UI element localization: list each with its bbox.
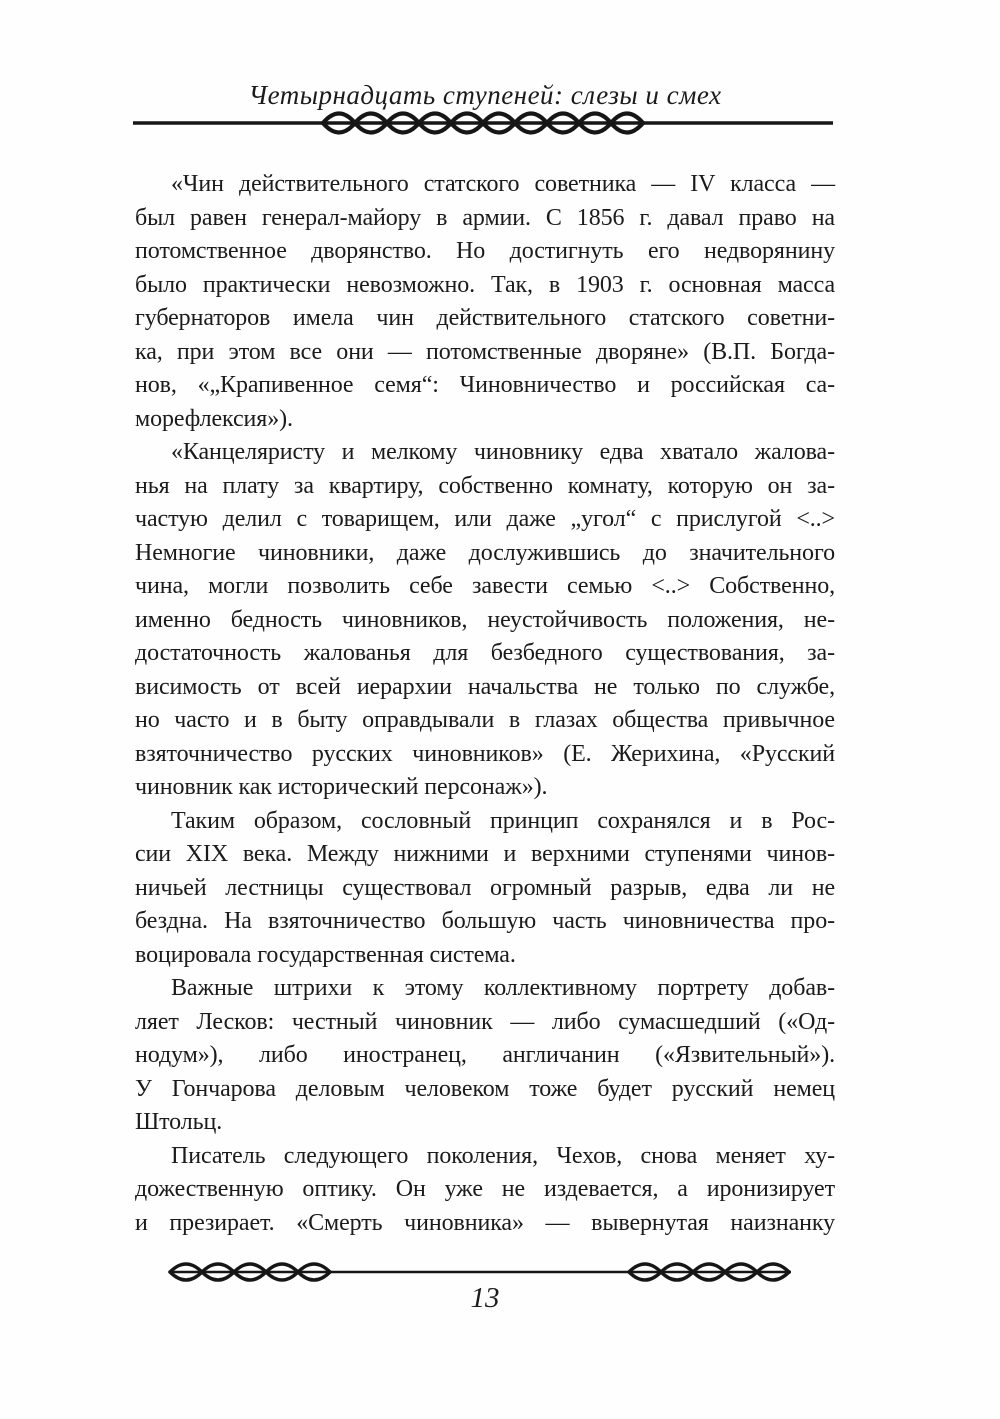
text-line: достаточность жалованья для безбедного существования, за- — [135, 640, 835, 666]
text-line: морефлексия»). — [135, 405, 293, 432]
text-line: и презирает. «Смерть чиновника» — вывернутая наизнанку — [135, 1209, 835, 1236]
text-line: дожественную оптику. Он уже не издевается, а иронизирует — [135, 1176, 835, 1202]
text-line: было практически невозможно. Так, в 1903 г. основная масса — [135, 271, 835, 298]
text-line: воцировала государственная система. — [135, 941, 516, 968]
text-line: У Гончарова деловым человеком тоже будет русский немец — [135, 1075, 835, 1102]
text-line: губернаторов имела чин действительного статского советни- — [135, 305, 835, 331]
text-line: Важные штрихи к этому коллективному портрету добав- — [171, 975, 835, 1001]
text-line: потомственное дворянство. Но достигнуть его недворянину — [135, 238, 835, 264]
top-ornament-rule — [133, 107, 833, 139]
text-line: сии XIX века. Между нижними и верхними ступенями чинов- — [135, 841, 835, 867]
text-line: «Канцеляристу и мелкому чиновнику едва хватало жалова- — [171, 439, 835, 465]
text-line: чина, могли позволить себе завести семью <..> Собственно, — [135, 573, 835, 599]
text-line: нов, «„Крапивенное семя“: Чиновничество и российская са- — [135, 372, 835, 398]
text-block — [135, 168, 835, 1240]
text-line: но часто и в быту оправдывали в глазах общества привычное — [135, 707, 835, 733]
text-line: чиновник как исторический персонаж»). — [135, 774, 548, 800]
text-line: Немногие чиновники, даже дослужившись до значительного — [135, 539, 835, 566]
text-line: именно бедность чиновников, неустойчивость положения, не- — [135, 606, 835, 633]
text-line: ляет Лесков: честный чиновник — либо сумасшедший («Од- — [135, 1008, 835, 1035]
text-line: висимость от всей иерархии начальства не только по службе, — [135, 673, 835, 700]
text-line: ничьей лестницы существовал огромный разрыв, едва ли не — [135, 874, 835, 901]
text-line: Писатель следующего поколения, Чехов, снова меняет ху- — [171, 1142, 835, 1169]
text-line: частую делил с товарищем, или даже „угол“ с прислугой <..> — [135, 506, 835, 532]
text-line: взяточничество русских чиновников» (Е. Жерихина, «Русский — [135, 740, 835, 767]
text-line: Таким образом, сословный принцип сохранялся и в Рос- — [171, 807, 835, 834]
text-line: «Чин действительного статского советника — IV класса — — [171, 171, 835, 197]
text-line: ка, при этом все они — потомственные дворяне» (В.П. Богда- — [135, 338, 835, 365]
text-line: был равен генерал-майору в армии. С 1856 г. давал право на — [135, 204, 835, 231]
text-line: нодум»), либо иностранец, англичанин («Язвительный»). — [135, 1042, 835, 1068]
text-line: нья на плату за квартиру, собственно комнату, которую он за- — [135, 472, 835, 499]
braided-rope-icon — [133, 107, 833, 139]
text-line: Штольц. — [135, 1109, 223, 1135]
text-line: бездна. На взяточничество большую часть чиновничества про- — [135, 908, 835, 934]
running-header: Четырнадцать ступеней: слезы и смех — [248, 80, 722, 110]
page-number: 13 — [470, 1282, 500, 1314]
